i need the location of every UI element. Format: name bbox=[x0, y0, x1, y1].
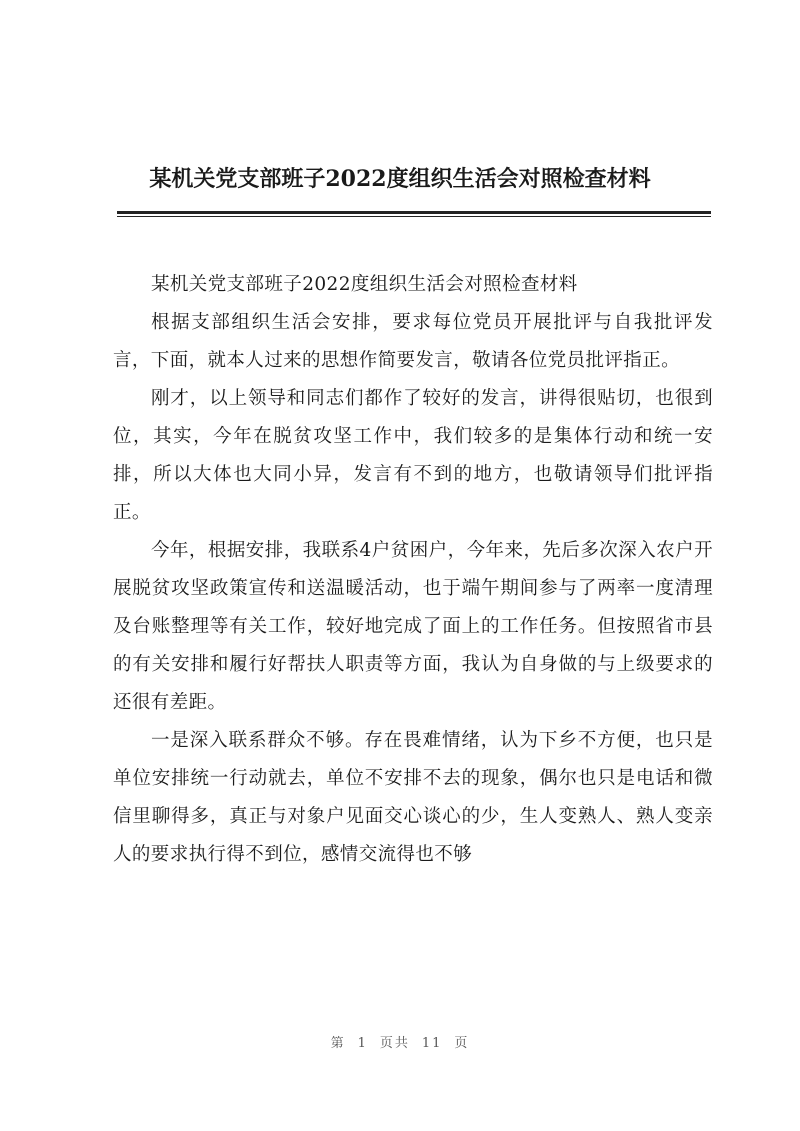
paragraph-context: 刚才，以上领导和同志们都作了较好的发言，讲得很贴切，也很到位，其实，今年在脱贫攻坚工作中，我们较多的是集体行动和统一安排，所以大体也大同小异，发言有不到的地方，也敬请领导们批评指正。 bbox=[113, 388, 713, 523]
paragraph-heading-repeat: 某机关党支部班子2022度组织生活会对照检查材料 bbox=[151, 274, 578, 295]
footer-middle: 页共 bbox=[379, 1036, 410, 1051]
paragraph-work-summary: 今年，根据安排，我联系4户贫困户，今年来，先后多次深入农户开展脱贫攻坚政策宣传和送温暖活动，也于端午期间参与了两率一度清理及台账整理等有关工作，较好地完成了面上的工作任务。但按照省市县的有关安排和履行好帮扶人职责等方面，我认为自身做的与上级要求的还很有差距。 bbox=[113, 540, 713, 713]
title-divider-thin bbox=[117, 216, 711, 217]
page-footer bbox=[0, 1032, 800, 1051]
footer-page-number: 1 bbox=[357, 1036, 368, 1051]
paragraph-intro: 根据支部组织生活会安排，要求每位党员开展批评与自我批评发言，下面，就本人过来的思想作简要发言，敬请各位党员批评指正。 bbox=[113, 312, 713, 371]
document-title: 某机关党支部班子2022度组织生活会对照检查材料 bbox=[149, 166, 651, 192]
document-body bbox=[113, 266, 713, 874]
footer-total-pages: 11 bbox=[421, 1036, 443, 1051]
title-divider-thick bbox=[117, 211, 711, 214]
footer-prefix: 第 bbox=[330, 1036, 346, 1051]
footer-suffix: 页 bbox=[454, 1036, 470, 1051]
paragraph-issue-one: 一是深入联系群众不够。存在畏难情绪，认为下乡不方便，也只是单位安排统一行动就去，单位不安排不去的现象，偶尔也只是电话和微信里聊得多，真正与对象户见面交心谈心的少，生人变熟人、熟人变亲人的要求执行得不到位，感情交流得也不够 bbox=[113, 730, 713, 865]
